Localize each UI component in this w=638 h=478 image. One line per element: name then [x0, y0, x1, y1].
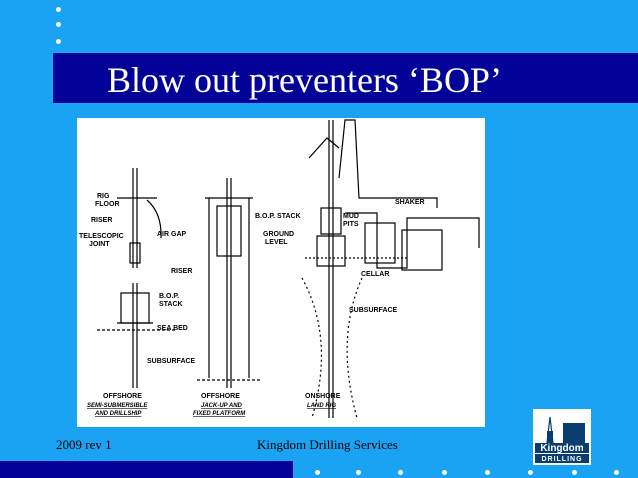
label-offshore-2-sub1: JACK-UP AND	[201, 403, 242, 409]
decor-dot	[528, 470, 533, 475]
bop-diagram-drawing	[77, 118, 485, 427]
footer-revision: 2009 rev 1	[56, 437, 112, 452]
label-rig-floor: RIG	[97, 193, 110, 200]
label-riser: RISER	[91, 217, 113, 224]
label-ground-2: LEVEL	[265, 239, 288, 246]
label-riser-mid: RISER	[171, 268, 193, 275]
logo-text-kingdom: Kingdom	[540, 443, 584, 454]
derrick-icon	[533, 409, 591, 465]
label-air-gap: AIR GAP	[157, 231, 187, 238]
label-land-rig: LAND RIG	[307, 403, 336, 409]
decor-dot	[442, 470, 447, 475]
label-ground: GROUND	[263, 231, 295, 238]
label-subsurface-left: SUBSURFACE	[147, 358, 196, 365]
decor-dot	[614, 470, 619, 475]
label-pits: PITS	[343, 221, 359, 228]
label-offshore-1: OFFSHORE	[103, 393, 142, 400]
kingdom-drilling-logo	[533, 409, 591, 465]
footer-band	[0, 461, 293, 478]
label-telescopic-2: JOINT	[89, 241, 110, 248]
label-shaker: SHAKER	[395, 199, 425, 206]
decor-dot	[56, 39, 61, 44]
label-offshore-1-sub1: SEMI-SUBMERSIBLE	[87, 403, 148, 409]
label-subsurface-right: SUBSURFACE	[349, 307, 398, 314]
decor-dot	[315, 470, 320, 475]
label-mud: MUD	[343, 213, 359, 220]
logo-text-drilling: DRILLING	[541, 456, 583, 463]
label-offshore-1-sub2: AND DRILLSHIP	[95, 411, 142, 417]
footer-company: Kingdom Drilling Services	[257, 437, 398, 452]
label-cellar: CELLAR	[361, 271, 390, 278]
label-telescopic: TELESCOPIC	[79, 233, 124, 240]
decor-dot	[56, 22, 61, 27]
label-onshore: ONSHORE	[305, 393, 341, 400]
decor-dot	[485, 470, 490, 475]
label-offshore-2: OFFSHORE	[201, 393, 240, 400]
decor-dot	[398, 470, 403, 475]
decor-dot	[356, 470, 361, 475]
decor-dot	[56, 7, 61, 12]
label-offshore-2-sub2: FIXED PLATFORM	[193, 411, 246, 417]
label-bop: B.O.P.	[159, 293, 180, 300]
bop-diagram	[77, 118, 485, 427]
slide-title: Blow out preventers ‘BOP’	[107, 60, 502, 100]
label-stack: STACK	[159, 301, 183, 308]
label-rig-floor-2: FLOOR	[95, 201, 120, 208]
label-bop-stack-mid: B.O.P. STACK	[255, 213, 301, 220]
label-sea-bed: SEA BED	[157, 325, 188, 332]
decor-dot	[572, 470, 577, 475]
